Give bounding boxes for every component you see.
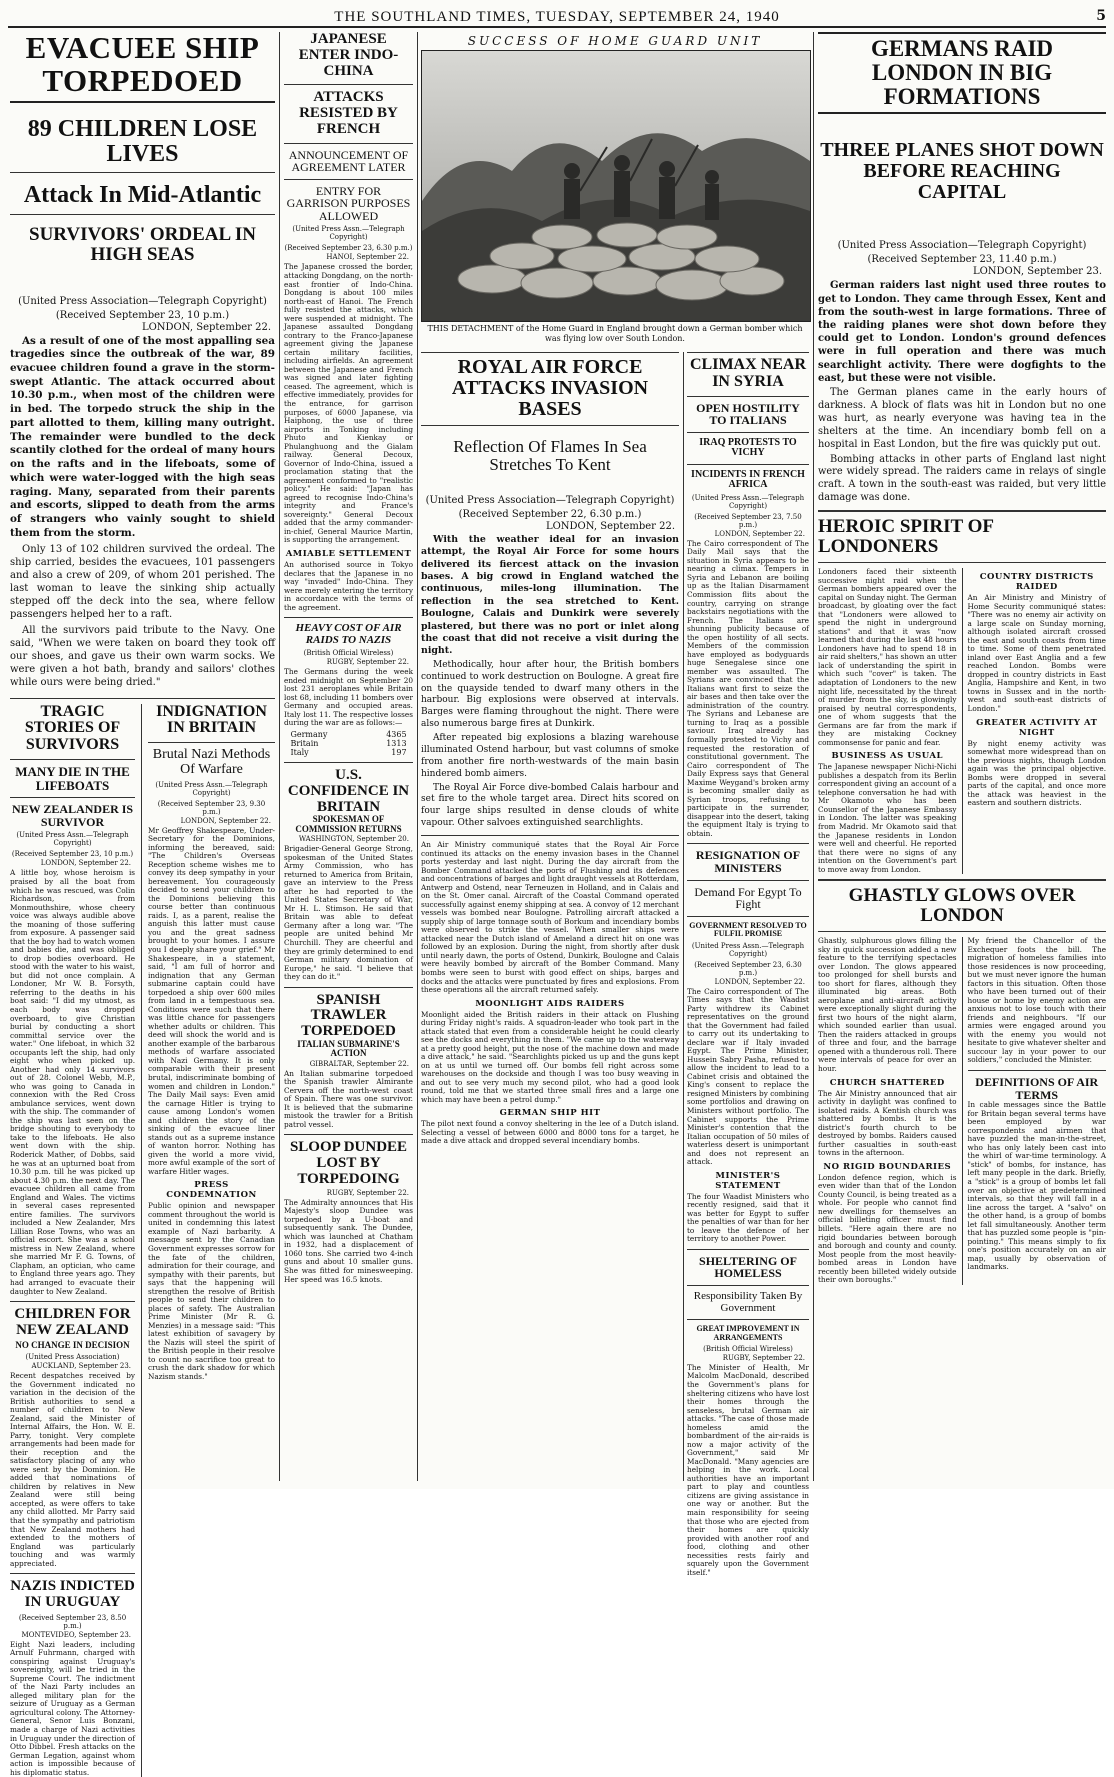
headline-children-nz: CHILDREN FOR NEW ZEALAND — [14, 1306, 131, 1338]
subheading: GERMAN SHIP HIT — [499, 1108, 601, 1119]
headline-entry-garrison: ENTRY FOR GARRISON PURPOSES ALLOWED — [286, 183, 411, 223]
headline-heroic-spirit: HEROIC SPIRIT OF LONDONERS — [818, 516, 994, 558]
article-body: Eight Nazi leaders, including Arnulf Fuhrmann, charged with conspiring against Uruguay's sovereignty, will be tried in the Supreme Court. The indictment of the Nazi Party includes an alleged military plan for the seizure of Uruguay as a German agricultural colony. The Attorney-General, Senor Luis Bonzani, made a charge of Nazi activities in Uruguay under the direction of Otto Dibbel. Fresh attacks on the German Legation, against whom action is impossible because of his diplomatic status. — [10, 1639, 136, 1777]
paragraph: Methodically, hour after hour, the British bombers continued to work destruction on Boulogne. A great fire on the quayside tended to dwarf many others in the harbour. Big explosions were observed at intervals. Barges were flaming throughout the night. There were also numerous barge fires at Dunkirk. — [421, 659, 679, 730]
received-line: (Received September 23, 10 p.m.) — [11, 850, 134, 859]
column-evacuee-ship — [10, 30, 275, 1777]
received-line: (Received September 23, 9.30 p.m.) — [157, 799, 266, 816]
article-body: Mr Geoffrey Shakespeare, Under-Secretary for the Dominions, informing the bereaved, said: "The Children's Overseas Reception scheme wishes me to convey its deep sympathy in your bereavement. You courageously decided to send your children to the Dominions believing this course better than continuous raids. I, as a parent, realise the anguish this latter must cause you and the great sadness brought to your homes. I assure you I deeply share your grief." Mr Shakespeare, in a statement, said, "I am full of horror and indignation that any German submarine captain could have torpedoed a ship over 600 miles from land in a tempestuous sea. Conditions were such that there was little chance for passengers whether adults or children. This deed will shock the world and is another example of the barbarous methods of warfare associated with Nazi Germany. It is only comparable with their present brutal, indiscriminate bombing of women and children in London." The Daily Mail says: Even amid the carnage Hitler is trying to cause among London's women and children the story of the sinking of the evacuee liner stands out as a supreme instance of wanton horror. Nothing has given the world a more vivid, more awful example of the sort of warfare Hitler wages. — [148, 825, 275, 1176]
credit-line: (United Press Assn.—Telegraph Copyright) — [292, 225, 405, 242]
table-row: Britain 1313 — [290, 739, 407, 748]
article-body: An Italian submarine torpedoed the Spanish trawler Almirante Cervera off the north-west coast of Spain. There was one survivor. It is believed that the submarine mistook the trawler for a British patrol vessel. — [284, 1068, 413, 1129]
article-body: The Admiralty announces that His Majesty's sloop Dundee was torpedoed by a U-boat and subsequently sank. The Dundee, which was launched at Chatham in 1932, had a displacement of 1060 tons. She carried two 4-inch guns and about 10 smaller guns. She was fitted for minesweeping. Her speed was 16.5 knots. — [284, 1197, 413, 1284]
article-body: Ghastly, sulphurous glows filling the sky in quick succession added a new feature to the terrifying spectacles over London. The glows appeared too prolonged for shell bursts and too short for flares, although they illuminated big areas. Both aeroplane and anti-aircraft activity were exceptionally slight during the first two hours of the night alarm, which sounded earlier than usual. Then the raiders attacked in groups of three and four, and the barrage opened with a thunderous roll. There were intervals of peace for over an hour. — [818, 936, 957, 1073]
subheading: CHURCH SHATTERED — [829, 1077, 945, 1088]
headline-iraq-protests: IRAQ PROTESTS TO VICHY — [699, 436, 797, 459]
headline-incidents-africa: INCIDENTS IN FRENCH AFRICA — [691, 468, 805, 491]
subheading: PRESS CONDEMNATION — [166, 1180, 257, 1201]
article-body: In cable messages since the Battle for Britain began several terms have been employed by war correspondents and airmen that have puzzled the man-in-the-street, who has only lately been cast into the whirl of war-time terminology. A "stick" of bombs, for instance, has left many people in the dark. Briefly, a "stick" is a group of bombs let fall over an objective at predetermined intervals, so that they will fall in a line across the target. A "salvo" on the other hand, is a group of bombs let fall simultaneously. Another term that has puzzled some people is "pin-pointing." This means simply to fix one's position accurately on an air map, usually by observation of landmarks. — [967, 1100, 1107, 1272]
paragraph: Bombing attacks in other parts of England last night were widely spread. The raiders came in relays of single craft. A town in the south-east was raided, but very little damage was done. — [818, 453, 1106, 504]
column-rule — [279, 32, 280, 1481]
headline-heavy-cost: HEAVY COST OF AIR RAIDS TO NAZIS — [295, 622, 402, 646]
headline-open-hostility: OPEN HOSTILITY TO ITALIANS — [696, 400, 800, 428]
article-body: The Cairo correspondent of The Daily Mail says that the situation in Syria appears to be nearing a climax. Tempers in Syria and Lebanon are boiling up as the Italian Disarmament Commission flits about the country, carrying on strange backstairs negotiations with the French. The Italians are shunning publicity because of the open hostility of all sects. Members of the commission have employed as bodyguards huge Senegalese since one member was assaulted. The Syrians are convinced that the Italians want first to seize the air bases and then take over the administration of the country. The Syrians and Lebanese are turning to Iraq as a possible saviour. Iraq already has formally protested to Vichy and requested the restoration of constitutional government. The Cairo correspondent of The Daily Express says that General Maxime Weygand's broken army is becoming smaller daily as Syrian troops, refusing to participate in the surrender, disappear into the desert, taking the equipment Italy is trying to obtain. — [687, 538, 809, 838]
table-row: Germany 4365 — [290, 730, 407, 739]
dateline: LONDON, September 22. — [40, 859, 132, 868]
headline-government-resolved: GOVERNMENT RESOLVED TO FULFIL PROMISE — [689, 920, 807, 939]
credit-line: (British Official Wireless) — [703, 1344, 793, 1353]
headline-89-children: 89 CHILDREN LOSE LIVES — [27, 116, 258, 168]
masthead-title: THE SOUTHLAND TIMES, TUESDAY, SEPTEMBER 24, 1940 — [334, 9, 780, 25]
headline-tragic-stories: TRAGIC STORIES OF SURVIVORS — [24, 702, 121, 754]
headline-nazis-uruguay: NAZIS INDICTED IN URUGUAY — [10, 1578, 135, 1610]
credit-line: (British Official Wireless) — [303, 649, 394, 658]
lead-paragraph: As a result of one of the most appalling sea tragedies since the outbreak of the war, 89 evacuee children found a grave in the storm-swept Atlantic. The attack occurred about 10.30 p.m., when most of the children were in bed. The torpedo struck the ship in the part allotted to them, killing many outright. The remainder were bundled to the deck scantily clothed for the ordeal of many hours on the rafts and in the lifeboats, some of which were water-logged with the high seas raging. Many, separated from their parents and escorts, slipped to death from the arms of strangers who vainly sought to shield them from the storm. — [10, 334, 275, 539]
dateline: AUCKLAND, September 23. — [31, 1361, 132, 1370]
dateline: RUGBY, September 22. — [326, 1188, 409, 1197]
column-london-raids — [818, 32, 1106, 1482]
article-body: The Minister of Health, Mr Malcolm MacDonald, described the Government's plans for sheltering citizens who have lost their homes through the senseless, brutal German air attacks. "The case of those made homeless amid the bombardment of the air-raids is now a major activity of the Government," said Mr MacDonald. "Many agencies are helping in the work. Local authorities have an important part to play and countless citizens are giving assistance in one way or another. But the main responsibility for seeing that those who are ejected from their homes are quickly provided with another roof and food, clothing and other necessities rests fairly and squarely upon the Government itself." — [687, 1362, 809, 1577]
dateline: LONDON, September 22. — [714, 977, 805, 986]
table-row: Italy 197 — [290, 748, 407, 757]
subheading: BUSINESS AS USUAL — [831, 751, 943, 762]
received-line: (Received September 23, 6.30 p.m.) — [284, 244, 413, 253]
page-number: 5 — [1096, 8, 1106, 24]
headline-demand-egypt: Demand For Egypt To Fight — [694, 884, 802, 912]
photo-strap: SUCCESS OF HOME GUARD UNIT — [467, 34, 763, 48]
article-body: A little boy, whose heroism is praised by all the boat from which he was rescued, was Colin Richardson, from Monmouthshire, whose cheery voice was always audible above the moaning of those suffering from exposure. A passenger said that the boy had to watch women and babies die, and was obliged to drop bodies overboard. He stood with the water to his waist, but did not once complain. A Londoner, Mr W. B. Forsyth, referring to the deaths in his boat said: "I did my utmost, as each body was dropped overboard, to give Christian burial by conducting a short committal service over the water." One lifeboat, in which 32 occupants left the ship, had only eight who when picked up. Another had only 14 survivors out of 28. Colonel Webb, M.P., who was going to Canada in connexion with the Red Cross ambulance services, went down with the ship. The commander of the ship was last seen on the bridge shouting to everybody to take to the lifeboats. He also went down with the ship. Roderick Mather, of Dobbs, said he was at an upturned boat from 10.30 p.m. till he was picked up about 4.30 p.m. the next day. The evacuee children all came from England and Wales. The victims in several cases represented entire families. The survivors included a New Zealander, Mrs Lillian Rose Towns, who was an official escort. She was a school mistress in New Zealand, where she married Mr F. G. Towns, of Clapham, an optician, who came to England three years ago. They had arranged to evacuate their daughter to New Zealand. — [10, 868, 136, 1296]
headline-three-planes: THREE PLANES SHOT DOWN BEFORE REACHING CAPITAL — [820, 139, 1104, 204]
article-body: My friend the Chancellor of the Exchequer foots the bill. The migration of homeless families into those residences is now proceeding, but we must never ignore the human factors in this situation. Often those who have been turned out of their house or home by enemy action are anxious not to lose touch with their friends and neighbours. "If our armies were engaged around you with the enemy you would not hesitate to give whatever shelter and succour lay in your power to our soldiers," concluded the Minister. — [967, 936, 1107, 1065]
headline-definitions: DEFINITIONS OF AIR TERMS — [975, 1075, 1099, 1102]
dateline: WASHINGTON, September 20. — [298, 835, 409, 844]
dateline: HANOI, September 22. — [326, 253, 409, 262]
headline-reflection-flames: Reflection Of Flames In Sea Stretches To Kent — [453, 437, 647, 474]
headline-climax-syria: CLIMAX NEAR IN SYRIA — [690, 356, 806, 390]
article-body: An authorised source in Tokyo declares that the Japanese in no way "invaded" Indo-China. They were merely entering the territory in accordance with the terms of the agreement. — [284, 560, 413, 612]
paragraph: All the survivors paid tribute to the Navy. One said, "When we were taken on board they took off our shoes, and gave us their own warm socks. We were given a hot bath, brandy and sailors' clothes while ours were being dried." — [10, 624, 275, 689]
article-body: The four Waadist Ministers who recently resigned, said that it was better for Egypt to suffer the penalties of war than for her to leave the defence of her territory to another Power. — [687, 1191, 809, 1244]
column-raf-attacks — [421, 352, 679, 1482]
dateline: RUGBY, September 22. — [326, 658, 409, 667]
article-body: London defence region, which is even wider than that of the London County Council, is being treated as a whole. For people who cannot find new dwellings for themselves an official billeting officer must find billets. "Here again there are no rigid boundaries between borough and borough and county and county. Most people from the most heavily-bombed areas in London have recently been billeted widely outside their own boroughs." — [818, 1172, 957, 1285]
photo-image — [422, 51, 810, 321]
article-body: The Japanese crossed the border, attacking Dongdang, on the north-east frontier of Indo-China. Dongdang is about 100 miles north-east of Hanoi. The French fully resisted the attacks, which were suspended at midnight. The Japanese assaulted Dongdang contrary to the Franco-Japanese agreement giving the Japanese certain military facilities, including airfields. An agreement between the Japanese and French was signed and later fighting ceased. The agreement, which is effective immediately, provides for the entrance, for garrison purposes, of 6000 Japanese, via Haiphong, the use of three airports in Tonking including Phuto and Kienkay or Phulanghuong and the Gialam railway. General Decoux, Governor of Indo-China, issued a proclamation stating that the agreement conformed to "realistic policy." He said: "Japan has agreed to recognise Indo-China's integrity and France's sovereignty." General Decoux added that the army commander-in-chief, General Maurice Martin, is supporting the arrangement. — [284, 262, 413, 545]
article-body: Londoners faced their sixteenth successive night raid when the German bombers appeared over the capital on Sunday night. The German broadcast, by gloating over the fact that "Londoners were allowed to spend the night in underground stations" and that it was "now learned that during the last 48 hours Londoners have had to spend 18 in air raid shelters," has shown an utter lack of understanding the spirit in which such "cover" is taken. The adaptation of Londoners to the new night life, necessitated by the threat of murder from the sky, is glowingly praised by neutral correspondents, one of whom suggests that the Germans are far from the mark if they are mistaking Cockney commonsense for panic and fear. — [818, 567, 957, 747]
dateline: MONTEVIDEO, September 23. — [21, 1630, 132, 1639]
headline-great-improvement: GREAT IMPROVEMENT IN ARRANGEMENTS — [696, 1324, 800, 1342]
dateline: RUGBY, September 22. — [722, 1353, 805, 1362]
headline-indignation: INDIGNATION IN BRITAIN — [156, 702, 267, 737]
article-body: The Germans during the week ended midnight on September 20 lost 231 aeroplanes while Britain lost 68, including 11 bombers over Germany and occupied areas. Italy lost 11. The respective losses during the war are as follows:— — [284, 667, 413, 728]
credit-line: (United Press Assn.—Telegraph Copyright) — [16, 831, 129, 848]
article-body: The Air Ministry announced that air activity in daylight was confined to isolated raids. A Kentish church was shattered by bombs. It is the district's fourth church to be destroyed by bombs. Raiders caused further casualties in south-east towns in the afternoon. — [818, 1088, 957, 1158]
credit-line: (United Press Assn.—Telegraph Copyright) — [691, 941, 805, 958]
headline-many-die: MANY DIE IN THE LIFEBOATS — [15, 764, 130, 793]
headline-raf-attacks: ROYAL AIR FORCE ATTACKS INVASION BASES — [451, 356, 649, 420]
column-rule — [813, 32, 814, 1481]
column-syria — [687, 352, 809, 1577]
lead-paragraph: German raiders last night used three routes to get to London. They came through Essex, Kent and from the south-west in large formations. Three of the raiding planes were shot down before they could get to London. London's ground defences were in full operation and there was much searchlight activity. There were dogfights to the east, but these were not visible. — [818, 280, 1106, 384]
dateline: GIBRALTAR, September 22. — [309, 1059, 409, 1068]
headline-new-zealander: NEW ZEALANDER IS SURVIVOR — [11, 802, 134, 829]
headline-spanish-trawler: SPANISH TRAWLER TORPEDOED — [301, 991, 396, 1040]
article-body: Moonlight aided the British raiders in their attack on Flushing during Friday night's raids. A squadron-leader who took part in the attack stated that even from a considerable height he could clearly see the docks and everything in them. "We came up to the waterway at a pretty good height, put the nose of the machine down and made a dive attack," he said. "Searchlights picked us up and the guns kept on at us until we turned off. Our bombs fell right across some warehouses on the dockside and though I was too busy weaving in and out to see very much my second pilot, who had a good look round, told me that we started three small fires and a large one which may have been a petrol dump." — [421, 1009, 679, 1104]
headline-brutal-methods: Brutal Nazi Methods Of Warfare — [152, 747, 271, 777]
credit-line: (United Press Association—Telegraph Copyright) — [18, 295, 267, 307]
subheading: AMIABLE SETTLEMENT — [285, 549, 412, 559]
article-body: An Air Ministry communiqué states that the Royal Air Force continued its attacks on the enemy invasion bases in the Channel ports yesterday and last night. During the day aircraft from the Bomber Command attacked the ports of Flushing and its defences and concentrations of barges and light draught vessels at Rotterdam, Antwerp and Ostend, near Terneuzen in Holland, and in Calais and on the St. Omer canal. Aircraft of the Coastal Command operated successfully against enemy shipping at sea. A convoy of 12 merchant vessels was bombed near Boulogne. Patrolling aircraft attacked a supply ship of large tonnage south of Borkum and incendiary bombs were observed to strike the vessel. When smaller ships were attacked near the Dutch island of Ameland a direct hit on one was followed by an explosion. During the night, from shortly after dusk until nearly dawn, the ports of Ostend, Dunkirk, Boulogne and Calais were heavily bombed by aircraft of the Bomber Command. Many bombs were seen to burst with good effect on ships, barges and docks and the attacks were punctuated by fires and explosions. From these operations all the aircraft returned safely. — [421, 840, 679, 995]
headline-us-confidence: U.S. CONFIDENCE IN BRITAIN — [287, 767, 410, 815]
article-body: By night enemy activity was somewhat more widespread than on the previous nights, though London again was the principal objective. Bombs were dropped in several parts of the capital, and once more the attack was heaviest in the eastern and southern districts. — [967, 738, 1107, 808]
headline-sheltering: SHELTERING OF HOMELESS — [699, 1253, 797, 1281]
paragraph: Only 13 of 102 children survived the ordeal. The ship carried, besides the evacuees, 101 passengers and also a crew of 209, of whom 201 perished. The last woman to leave the sinking ship actually stepped off the deck into the sea, where fellow passengers helped her to a raft. — [10, 543, 275, 621]
article-body: Recent despatches received by the Government indicated no variation in the decision of the British authorities to send a number of children to New Zealand, said the Minister of Internal Affairs, the Hon. W. E. Parry, tonight. Very complete arrangements had been made for their reception and the satisfactory placing of any who were sent by the Dominion. He added that nominations of children by relatives in New Zealand were still being accepted, as were offers to take any child allotted. Mr Parry said that the sympathy and patriotism that New Zealand mothers had extended to the mothers of England was particularly touching and was warmly appreciated. — [10, 1370, 136, 1568]
headline-survivors-ordeal: SURVIVORS' ORDEAL IN HIGH SEAS — [29, 223, 256, 265]
headline-mid-atlantic: Attack In Mid-Atlantic — [23, 182, 262, 209]
paragraph: After repeated big explosions a blazing warehouse illuminated Ostend harbour, but vast columns of smoke from another fire north-westwards of the main basin hindered bomb aimers. — [421, 733, 679, 779]
credit-line: (United Press Association—Telegraph Copyright) — [837, 240, 1087, 252]
article-body: The pilot next found a convoy sheltering in the lee of a Dutch island. Selecting a vessel of between 6000 and 8000 tons for a target, he made a dive attack and dropped several incendiary bombs. — [421, 1119, 679, 1146]
credit-line: (United Press Assn.—Telegraph Copyright) — [691, 493, 805, 510]
article-body: The Cairo correspondent of The Times says that the Waadist Party withdrew its Cabinet representatives on the ground that the Government had failed to carry out its undertaking to declare war if Italy invaded Egypt. The Prime Minister, Hussein Sabry Pasha, refused to allow the incident to lead to a Cabinet crisis and obtained the King's consent to replace the resigned Ministers by combining some portfolios and drawing on Ministers without portfolio. The Cabinet supports the Prime Minister's contention that the Italian occupation of 50 miles of waterless desert is unimportant and does not represent an attack. — [687, 986, 809, 1167]
dateline: LONDON, September 22. — [180, 816, 271, 825]
subheading: NO RIGID BOUNDARIES — [823, 1161, 952, 1172]
subheading: MOONLIGHT AIDS RAIDERS — [475, 998, 625, 1009]
photo-caption: THIS DETACHMENT of the Home Guard in England brought down a German bomber which was flying low over South London. — [427, 324, 803, 343]
article-body: Public opinion and newspaper comment throughout the world is united in condemning this latest example of Nazi barbarity. A message sent by the Canadian Government expresses sorrow for the fate of the children, admiration for their courage, and sympathy with their parents, but says that the happening will strengthen the resolve of British people to send their children to places of safety. The Australian Prime Minister (Mr R. G. Menzies) in a message said: "This latest exhibition of savagery by the Nazis will steel the spirit of the British people in their resolve to count no sacrifice too great to crush the dark shadow for which Nazism stands." — [148, 1201, 275, 1381]
received-line: (Received September 23, 8.50 p.m.) — [18, 1613, 127, 1630]
headline-sloop-dundee: SLOOP DUNDEE LOST BY TORPEDOING — [289, 1139, 408, 1187]
headline-attacks-resisted: ATTACKS RESISTED BY FRENCH — [299, 89, 398, 137]
article-body: The Japanese newspaper Nichi-Nichi publishes a despatch from its Berlin correspondent giving an account of a telephone conversation he had with Mr Okamoto who has been Counsellor of the Japanese Embassy in London. The latter was speaking from Madrid. Mr Okamoto said that the Japanese residents in London were well and cheerful. He reported that there were no signs of any intention on the Government's part to move away from London. — [818, 762, 957, 874]
subheading: GREATER ACTIVITY AT NIGHT — [976, 717, 1098, 738]
headline-responsibility: Responsibility Taken By Government — [693, 1290, 803, 1314]
paragraph: The German planes came in the early hours of darkness. A block of flats was hit in London but no one was hurt, as nearly everyone was having tea in the shelters at the time. An incendiary bomb fell on a hospital in East London, but the fire was quickly put out. — [818, 386, 1106, 450]
received-line: (Received September 23, 11.40 p.m.) — [867, 254, 1057, 266]
column-rule — [683, 352, 684, 1481]
headline-resignation: RESIGNATION OF MINISTERS — [695, 848, 801, 875]
received-line: (Received September 23, 7.50 p.m.) — [694, 512, 802, 529]
dateline: LONDON, September 23. — [972, 266, 1102, 278]
headline-italian-sub: ITALIAN SUBMARINE'S ACTION — [297, 1038, 400, 1059]
credit-line: (United Press Association—Telegraph Copyright) — [425, 494, 675, 506]
article-body: Brigadier-General George Strong, spokesman of the United States Army Commission, who has returned to America from Britain, gave an interview to the Press after he had reported to the United States Secretary of War, Mr H. L. Stimson. He said that Britain was able to defeat Germany after a long war. "The people are united behind Mr Churchill. They are cheerful and they are grimly determined to end German military domination of Europe," he said. "I believe that they can do it." — [284, 844, 413, 982]
credit-line: (United Press Association) — [25, 1352, 120, 1361]
losses-table — [290, 730, 406, 757]
headline-germans-raid: GERMANS RAID LONDON IN BIG FORMATIONS — [870, 36, 1054, 110]
headline-spokesman: SPOKESMAN OF COMMISSION RETURNS — [295, 814, 402, 834]
column-japan — [284, 32, 413, 1482]
home-guard-photo — [421, 50, 811, 322]
received-line: (Received September 23, 6.30 p.m.) — [694, 960, 802, 977]
dateline: LONDON, September 22. — [545, 520, 675, 532]
dateline: LONDON, September 22. — [141, 321, 271, 333]
paragraph: The Royal Air Force dive-bombed Calais harbour and set fire to the whole target area. Direct hits scored on four large ships resulted in dense clouds of white vapour. Other salvoes extinguished searchlights. — [421, 782, 679, 829]
subheading: MINISTER'S STATEMENT — [715, 1170, 781, 1191]
received-line: (Received September 22, 6.30 p.m.) — [458, 508, 642, 520]
received-line: (Received September 23, 10 p.m.) — [55, 309, 230, 321]
headline-no-change: NO CHANGE IN DECISION — [15, 1339, 130, 1350]
headline-announcement: ANNOUNCEMENT OF AGREEMENT LATER — [288, 147, 409, 175]
subheading: COUNTRY DISTRICTS RAIDED — [979, 572, 1094, 593]
column-rule — [417, 32, 418, 1481]
headline-japanese-enter: JAPANESE ENTER INDO-CHINA — [298, 31, 399, 79]
masthead — [8, 4, 1106, 28]
headline-ghastly-glows: GHASTLY GLOWS OVER LONDON — [848, 885, 1076, 927]
dateline: LONDON, September 22. — [714, 529, 805, 538]
headline-evacuee-ship: EVACUEE SHIP TORPEDOED — [10, 32, 275, 103]
credit-line: (United Press Assn.—Telegraph Copyright) — [155, 780, 268, 797]
article-body: An Air Ministry and Ministry of Home Security communiqué states: "There was no enemy air activity on a large scale on Sunday morning, although isolated aircraft crossed the east and south coasts from time to time. Some of them penetrated inland over East Anglia and a few reached London. Bombs were dropped in country districts in East Anglia, Hampshire and Kent, in two towns in Sussex and in the north-west and south-east districts of London." — [967, 593, 1107, 713]
lead-paragraph: With the weather ideal for an invasion attempt, the Royal Air Force for some hours delivered its fiercest attack on the invasion bases. A big crowd in England watched the continuous, miles-long illumination. The reflection in the sea stretched to Kent. Boulogne, Calais and Dunkirk were severely plastered, but there was no port or inlet along the coast that did not receive a visit during the night. — [421, 533, 679, 657]
